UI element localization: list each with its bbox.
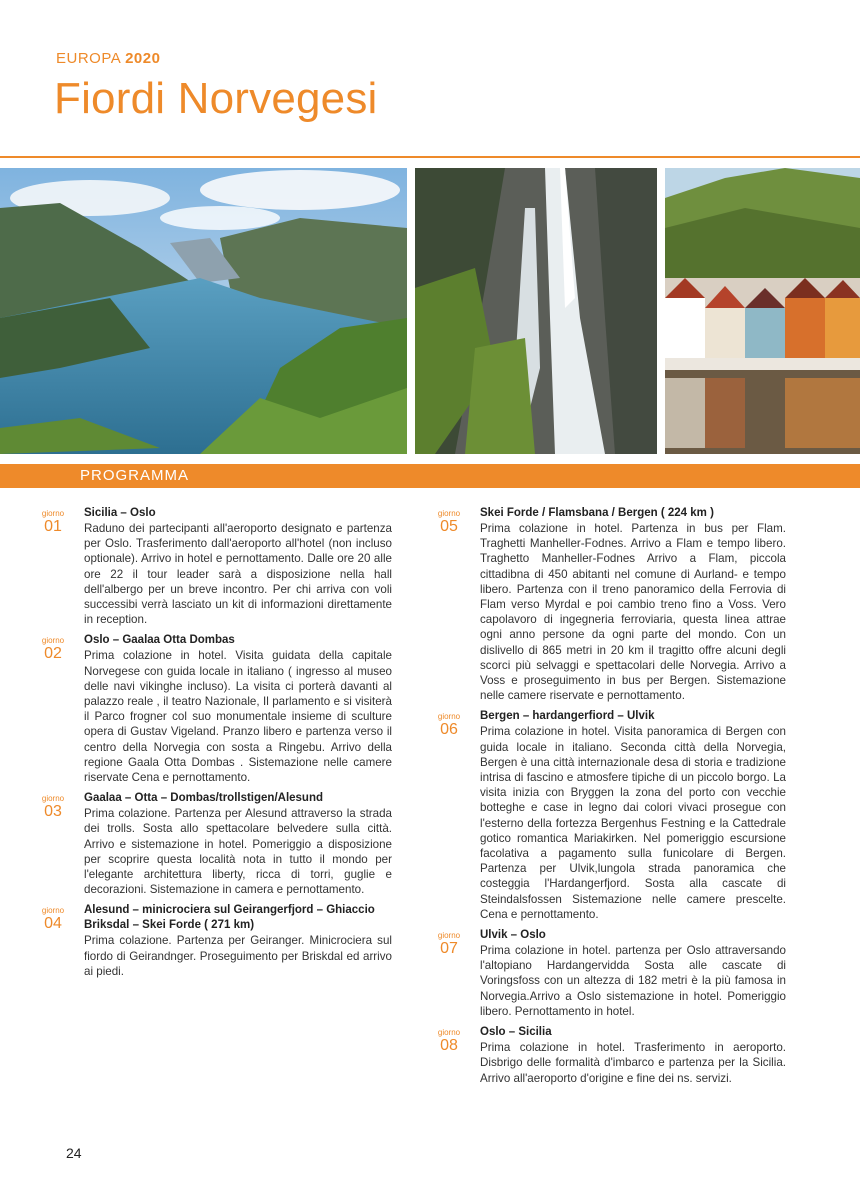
day-number: 03 xyxy=(44,803,62,821)
day-number: 06 xyxy=(440,721,458,739)
day-label xyxy=(432,510,466,536)
day-item xyxy=(432,1025,786,1086)
programma-label: PROGRAMMA xyxy=(80,467,190,484)
day-description: Prima colazione. Partenza per Alesund attraverso la strada dei trolls. Sosta allo spettacolare belvedere sulla città. Arrivo e sistemazione in hotel. Pomeriggio a disposizione per scoprire questa località nota in tutto il mondo per l'elegante architettura liberty, ricca di torri, guglie e decorazioni. Sistemazione in camera e pernottamento. xyxy=(84,807,392,897)
supertitle xyxy=(56,50,160,67)
day-item xyxy=(432,928,786,1019)
day-label xyxy=(36,907,70,933)
day-description: Prima colazione in hotel. Visita guidata della capitale Norvegese con guida locale in italiano ( ingresso al museo delle navi vikinghe incluso). La visita ci porterà davanti al palazzo reale , il teatro Nazionale, Il parlamento e si visiterà il Parco frogner col suo monumentale insieme di sculture opera di Gustav Vigeland. Pranzo libero e partenza verso il centro della Norvegia con sosta a Ringebu. Arrivo della regione Gaala Otta Dombas . Sistemazione nelle camere riservate Cena e pernottamento. xyxy=(84,649,392,785)
waterfall-photo xyxy=(415,168,657,454)
day-description: Prima colazione in hotel. Partenza in bus per Flam. Traghetti Manheller-Fodnes. Arrivo a Flam e tempo libero. Traghetto Manheller-Fodnes Arrivo a Flam, piccola cittadibna di 450 abitanti nel comune di Aurland- e tempo libero. Partenza con il treno panoramico della Ferrovia di Flam verso Myrdal e poi cambio treno fino a Voss. Vero capolavoro di ingegneria ferroviaria, questa linea attrae ogni anno persone da ogni parte del mondo. Con un dislivello di 865 metri in 20 km il tragitto offre alcuni degli scorci più selvaggi e spettacolari delle Norvegia. Arrivo a Voss e proseguimento in bus per Bergen. Sistemazione nelle camere riservate e pernottamento. xyxy=(480,522,786,703)
day-number: 01 xyxy=(44,518,62,535)
day-title: Bergen – hardangerfiord – Ulvik xyxy=(480,710,655,723)
day-item xyxy=(36,791,392,897)
page-title: Fiordi Norvegesi xyxy=(54,74,378,123)
day-label xyxy=(432,932,466,958)
day-title: Gaalaa – Otta – Dombas/trollstigen/Alesund xyxy=(84,792,324,805)
day-description: Prima colazione. Partenza per Geiranger. Minicrociera sul fiordo di Geirandnger. Proseguimento per Briskdal ed arrivo ai piedi. xyxy=(84,934,392,978)
day-number: 04 xyxy=(44,915,62,933)
day-item xyxy=(36,903,392,979)
day-title: Alesund – minicrociera sul Geirangerfjord – Ghiaccio Briksdal – Skei Forde ( 271 km) xyxy=(84,904,375,932)
day-number: 07 xyxy=(440,940,458,958)
day-word: giorno xyxy=(437,931,461,941)
day-number: 08 xyxy=(440,1037,458,1055)
day-description: Raduno dei partecipanti all'aeroporto designato e partenza per Oslo. Trasferimento dall'aeroporto all'hotel (non incluso optionale). Arrivo in hotel e pernottamento. Dalle ore 20 alle ore 22 il tour leader sarà a disposizione nella hall dell'albergo per un breve incontro. Per chi arriva con voli successibi verrà lasciato un kit di informazioni direttamente in reception. xyxy=(84,522,392,627)
day-title: Sicilia – Oslo xyxy=(84,507,156,519)
day-item xyxy=(432,709,786,922)
day-item xyxy=(432,506,786,703)
day-word: giorno xyxy=(41,906,65,916)
day-word: giorno xyxy=(437,712,461,722)
day-item xyxy=(36,506,392,627)
day-label xyxy=(432,1029,466,1055)
page-number: 24 xyxy=(66,1145,82,1161)
day-label xyxy=(36,510,70,536)
day-description: Prima colazione in hotel. Trasferimento in aeroporto. Disbrigo delle formalità d'imbarco e partenza per la Sicilia. Arrivo all'aeroporto d'origine e fine dei ns. servizi. xyxy=(480,1041,786,1085)
day-item xyxy=(36,633,392,785)
day-title: Ulvik – Oslo xyxy=(480,929,546,942)
supertitle-prefix: EUROPA xyxy=(56,50,121,67)
itinerary-left-column xyxy=(36,506,392,985)
fjord-photo xyxy=(0,168,407,454)
header-divider xyxy=(0,156,860,158)
day-description: Prima colazione in hotel. partenza per Oslo attraversando l'altopiano Hardangervidda Sosta alle cascate di Voringsfoss con un altezza di 182 metri è la più famosa in Norvegia.Arrivo a Oslo sistemazione in hotel. Pomeriggio libero. Pernottamento in hotel. xyxy=(480,944,786,1018)
bergen-harbor-photo xyxy=(665,168,860,454)
day-title: Skei Forde / Flamsbana / Bergen ( 224 km ) xyxy=(480,507,714,519)
programma-bar xyxy=(0,464,860,488)
itinerary-right-column xyxy=(432,506,786,1092)
supertitle-year: 2020 xyxy=(125,50,161,67)
day-description: Prima colazione in hotel. Visita panoramica di Bergen con guida locale in italiano. Seconda città della Norvegia, Bergen è una città internazionale desa di storia e tradizione intrisa di fascino e atmosfere tipiche di un piccolo borgo. La visita inizia con Bryggen la zona del porto con vecchie botteghe e case in legno dai colori vivaci prosegue con l'esterno della fortezza Bergenhus Festning e la Cattedrale gotico romantica Mariakirken. Nel pomeriggio escursione facolativa a pagamento sulla funicolare di Bergen. Partenza per Ulvik,lungola strada panoramica che costeggia l'Hardangerfjord. Sosta alla cascate di Steindalsfossen Sistemazione nelle camere prescelte. Cena e pernottamento. xyxy=(480,725,786,921)
day-number: 05 xyxy=(440,518,458,535)
day-word: giorno xyxy=(437,509,461,518)
day-word: giorno xyxy=(41,509,65,518)
day-number: 02 xyxy=(44,645,62,663)
day-label xyxy=(36,795,70,821)
day-word: giorno xyxy=(41,636,65,646)
day-word: giorno xyxy=(437,1028,461,1038)
day-word: giorno xyxy=(41,794,65,804)
day-label xyxy=(36,637,70,663)
day-title: Oslo – Gaalaa Otta Dombas xyxy=(84,634,235,647)
day-title: Oslo – Sicilia xyxy=(480,1026,552,1039)
day-label xyxy=(432,713,466,739)
